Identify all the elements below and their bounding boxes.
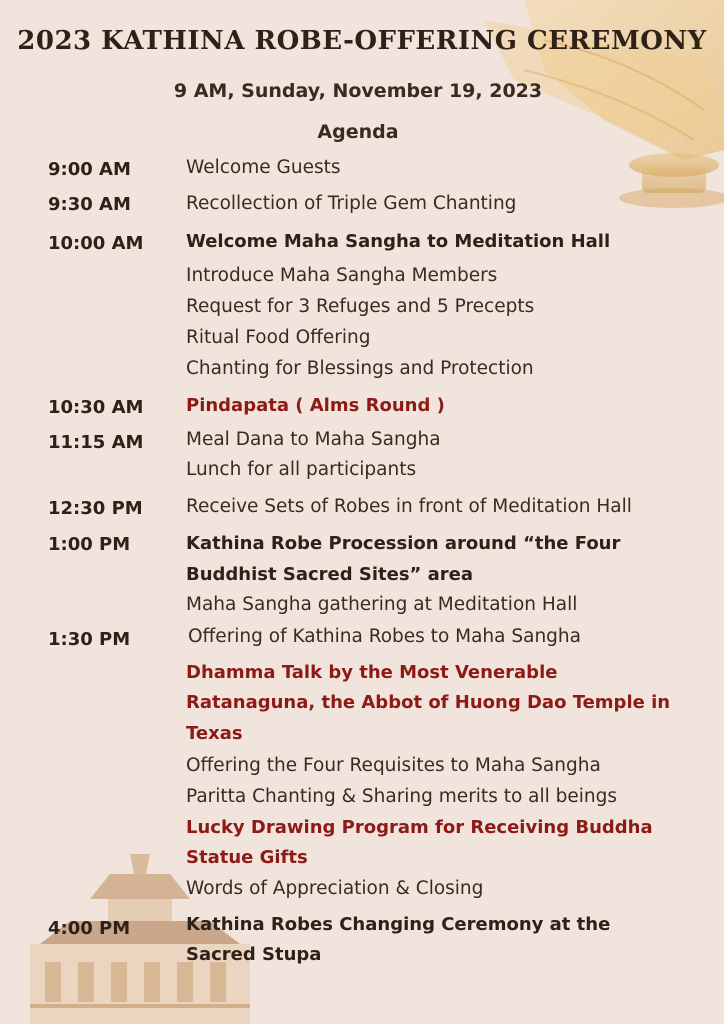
schedule-time: 1:00 PM (48, 534, 131, 555)
schedule-item: Ritual Food Offering (186, 327, 371, 348)
schedule-item: Request for 3 Refuges and 5 Precepts (186, 296, 535, 317)
schedule-item: Offering the Four Requisites to Maha Sangha (186, 755, 601, 776)
schedule-time: 10:30 AM (48, 397, 144, 418)
schedule-time: 12:30 PM (48, 498, 143, 519)
schedule-item: Introduce Maha Sangha Members (186, 265, 498, 286)
schedule-item: Chanting for Blessings and Protection (186, 358, 534, 379)
schedule-item: Pindapata ( Alms Round ) (186, 395, 445, 416)
schedule-item: Buddhist Sacred Sites” area (186, 564, 474, 585)
schedule-time: 9:00 AM (48, 159, 131, 180)
schedule-item: Lucky Drawing Program for Receiving Buddha (186, 817, 653, 838)
schedule-item: Words of Appreciation & Closing (186, 878, 484, 899)
schedule-item: Texas (186, 723, 243, 744)
schedule-time: 10:00 AM (48, 233, 144, 254)
schedule-item: Ratanaguna, the Abbot of Huong Dao Temple in (186, 692, 671, 713)
schedule-item: Welcome Guests (186, 157, 341, 178)
schedule-item: Maha Sangha gathering at Meditation Hall (186, 594, 578, 615)
schedule-item: Lunch for all participants (186, 459, 417, 480)
schedule-item: Statue Gifts (186, 847, 308, 868)
schedule-item: Kathina Robes Changing Ceremony at the (186, 914, 611, 935)
schedule-item: Offering of Kathina Robes to Maha Sangha (188, 626, 581, 647)
event-date: 9 AM, Sunday, November 19, 2023 (173, 80, 543, 102)
schedule-time: 4:00 PM (48, 918, 131, 939)
schedule-item: Sacred Stupa (186, 944, 322, 965)
page-title: 2023 KATHINA ROBE-OFFERING CEREMONY (17, 26, 707, 56)
schedule-item: Receive Sets of Robes in front of Meditation Hall (186, 496, 632, 517)
agenda-heading: Agenda (317, 121, 399, 143)
schedule-item: Meal Dana to Maha Sangha (186, 429, 441, 450)
schedule-time: 1:30 PM (48, 629, 131, 650)
schedule-item: Dhamma Talk by the Most Venerable (186, 662, 558, 683)
schedule-item: Paritta Chanting & Sharing merits to all beings (186, 786, 618, 807)
schedule-time: 9:30 AM (48, 194, 131, 215)
schedule-item: Welcome Maha Sangha to Meditation Hall (186, 231, 611, 252)
schedule-item: Kathina Robe Procession around “the Four (186, 533, 621, 554)
schedule-item: Recollection of Triple Gem Chanting (186, 193, 517, 214)
schedule-time: 11:15 AM (48, 432, 144, 453)
